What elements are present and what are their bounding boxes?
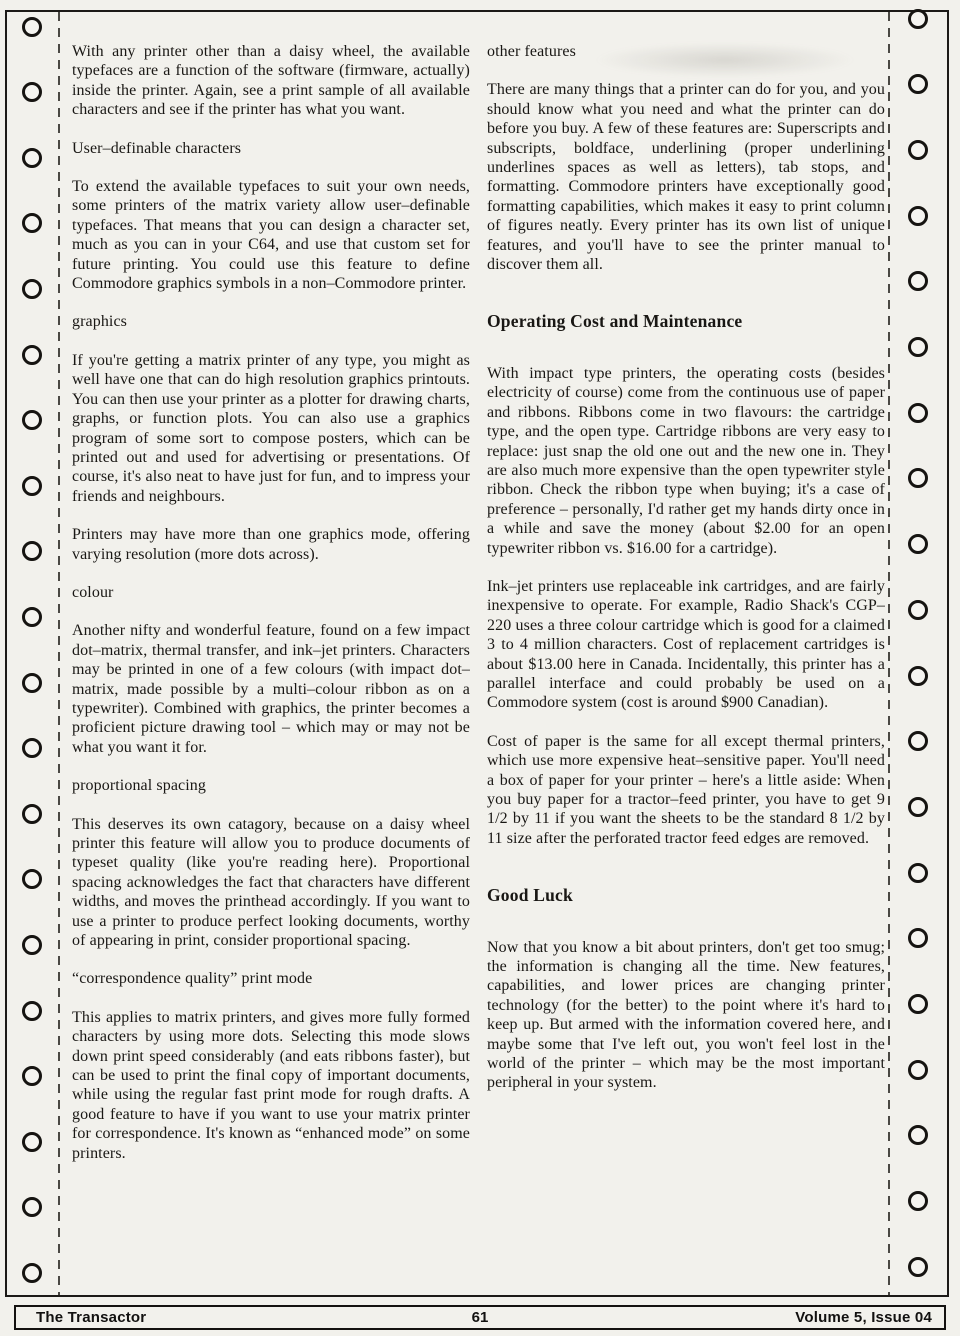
article-paragraph: With any printer other than a daisy wheel, the available typefaces are a function of the software (firmware, actually) inside the printer. Again, see a print sample of all available characters and see if the printer has what you want. bbox=[72, 43, 470, 119]
article-subheading: other features bbox=[487, 43, 576, 60]
tractor-hole bbox=[22, 1066, 42, 1086]
tractor-hole bbox=[908, 534, 928, 554]
tractor-hole bbox=[22, 607, 42, 627]
tractor-hole bbox=[908, 928, 928, 948]
tractor-hole bbox=[908, 206, 928, 226]
article-paragraph: To extend the available typefaces to suit your own needs, some printers of the matrix variety allow user–definable typefaces. That means that you can design a character set, much as you can in your C64, and use that custom set for future printing. You could use this feature to define Commodore graphics symbols in a non–Commodore printer. bbox=[72, 178, 470, 293]
article-paragraph: Another nifty and wonderful feature, found on a few impact dot–matrix, thermal transfer, and ink–jet printers. Characters may be printed in one of a few colours (with impact dot–matrix, made possible by a multi–colour ribbon as on a typewriter). Combined with graphics, the printer becomes a proficient picture drawing tool – which may or may not be what you want it for. bbox=[72, 622, 470, 756]
tractor-hole bbox=[22, 410, 42, 430]
tractor-hole bbox=[908, 994, 928, 1014]
footer-page-number: 61 bbox=[471, 1308, 489, 1326]
article-heading: Operating Cost and Maintenance bbox=[487, 311, 743, 332]
article-paragraph: Printers may have more than one graphics mode, offering varying resolution (more dots across). bbox=[72, 526, 470, 563]
tractor-hole bbox=[22, 17, 42, 37]
tractor-hole bbox=[22, 1263, 42, 1283]
article-subheading: User–definable characters bbox=[72, 139, 242, 157]
article-paragraph: If you're getting a matrix printer of any type, you might as well have one that can do high resolution graphics printouts. You can then use your printer as a plotter for drawing charts, graphs, or function plots. You can also use a graphics program of some sort to compose posters, which can be printed out and used for advertising or presentations. Of course, it's also neat to have just for fun, and to impress your friends and neighbours. bbox=[72, 351, 470, 505]
tractor-hole bbox=[908, 468, 928, 488]
tractor-hole bbox=[22, 82, 42, 102]
article-paragraph: There are many things that a printer can do for you, and you should know what you need and what the printer can do before you buy. A few of these features are: Superscripts and subscripts, boldface, underlining (proper underlining underlines spaces as well as letters), tab stops, and formatting. Commodore printers have exceptionally good formatting capabilities, which makes it easy to print column of figures neatly. Every printer has its own list of unique features, and you'll have to see the printer manual to discover them all. bbox=[487, 81, 885, 274]
article-subheading: “correspondence quality” print mode bbox=[72, 970, 313, 988]
tractor-hole bbox=[22, 1001, 42, 1021]
tractor-hole bbox=[908, 863, 928, 883]
article-paragraph: Cost of paper is the same for all except thermal printers, which use more expensive heat–sensitive paper. You'll need a box of paper for your printer – here's a little aside: When you buy paper for a tractor–feed printer, you have to get 9 1/2 by 11 if you want the sheets to be the standard 8 1/2 by 11 size after the perforated tractor feed edges are removed. bbox=[487, 732, 885, 847]
tractor-hole bbox=[22, 738, 42, 758]
tractor-hole bbox=[908, 1060, 928, 1080]
article-subheading: graphics bbox=[72, 313, 128, 331]
footer-magazine-title: The Transactor bbox=[36, 1308, 147, 1326]
tractor-hole bbox=[22, 673, 42, 693]
tractor-hole bbox=[22, 279, 42, 299]
tractor-hole bbox=[908, 1125, 928, 1145]
tractor-hole bbox=[22, 804, 42, 824]
article-paragraph: Ink–jet printers use replaceable ink cartridges, and are fairly inexpensive to operate. For example, Radio Shack's CGP–220 uses a three colour cartridge which is good for a claimed 3 to 4 million characters. Cost of replacement cartridges is about $13.00 here in Canada. Incidentally, this printer has a parallel interface and could probably be used on a Commodore system (cost is around $900 Canadian). bbox=[487, 577, 885, 712]
tractor-hole bbox=[908, 403, 928, 423]
tractor-hole bbox=[908, 1191, 928, 1211]
article-paragraph: With impact type printers, the operating costs (besides electricity of course) come from the continuous use of paper and ribbons. Ribbons come in two flavours: the cartridge type, and the open type. Cartridge ribbons are very easy to replace: just snap the old one out and the new one in. They are also much more expensive than the open typewriter style ribbon. Check the ribbon type when buying; it's a case of preference – personally, I'd rather get my hands dirty once in a while and save the money (about $2.00 for an open typewriter ribbon vs. $16.00 for a cartridge). bbox=[487, 364, 885, 557]
tractor-hole bbox=[22, 869, 42, 889]
tractor-hole bbox=[908, 140, 928, 160]
tractor-hole bbox=[908, 666, 928, 686]
tractor-hole bbox=[908, 600, 928, 620]
tractor-hole bbox=[22, 148, 42, 168]
tractor-hole bbox=[22, 1197, 42, 1217]
tractor-hole bbox=[908, 1257, 928, 1277]
footer-issue-label: Volume 5, Issue 04 bbox=[795, 1308, 932, 1326]
article-heading: Good Luck bbox=[487, 885, 573, 906]
tractor-hole bbox=[22, 541, 42, 561]
tractor-hole bbox=[22, 1132, 42, 1152]
tractor-hole bbox=[22, 213, 42, 233]
article-subheading: colour bbox=[72, 583, 114, 601]
article-subheading: proportional spacing bbox=[72, 777, 206, 795]
tractor-hole bbox=[22, 935, 42, 955]
article-paragraph: Now that you know a bit about printers, don't get too smug; the information is changing all the time. New features, capabilities, and lower prices are changing printer technology (for the better) to the point where it's hard to keep up. But armed with the information covered here, and maybe some that I've left out, you won't feel lost in the world of the printer – which may be the most important peripheral in your system. bbox=[487, 938, 885, 1092]
tractor-hole bbox=[908, 337, 928, 357]
column-left bbox=[72, 42, 470, 1260]
article-paragraph: This applies to matrix printers, and gives more fully formed characters by using more dots. Selecting this mode slows down print speed considerably (and eats ribbons faster), but can be used to print the final copy of important documents, while using the regular fast print mode for rough drafts. A good feature to have if you want to use your matrix printer for correspondence. It's known as “enhanced mode” on some printers. bbox=[72, 1008, 470, 1162]
tractor-hole bbox=[908, 9, 928, 29]
tractor-hole bbox=[908, 731, 928, 751]
footer-bar bbox=[14, 1305, 946, 1330]
article-paragraph: This deserves its own catagory, because on a daisy wheel printer this feature will allow you to produce documents of typeset quality (like you're reading here). Proportional spacing acknowledges the fact that characters have different widths, and moves the printhead accordingly. If you want to use a printer to produce perfect looking documents, worthy of appearing in print, consider proportional spacing. bbox=[72, 815, 470, 950]
tractor-hole bbox=[908, 271, 928, 291]
tractor-hole bbox=[22, 476, 42, 496]
tractor-hole bbox=[908, 797, 928, 817]
perforation-line-right bbox=[888, 12, 890, 1295]
tractor-hole bbox=[908, 74, 928, 94]
tractor-hole bbox=[22, 345, 42, 365]
perforation-line-left bbox=[58, 12, 60, 1295]
column-right bbox=[487, 42, 885, 1260]
